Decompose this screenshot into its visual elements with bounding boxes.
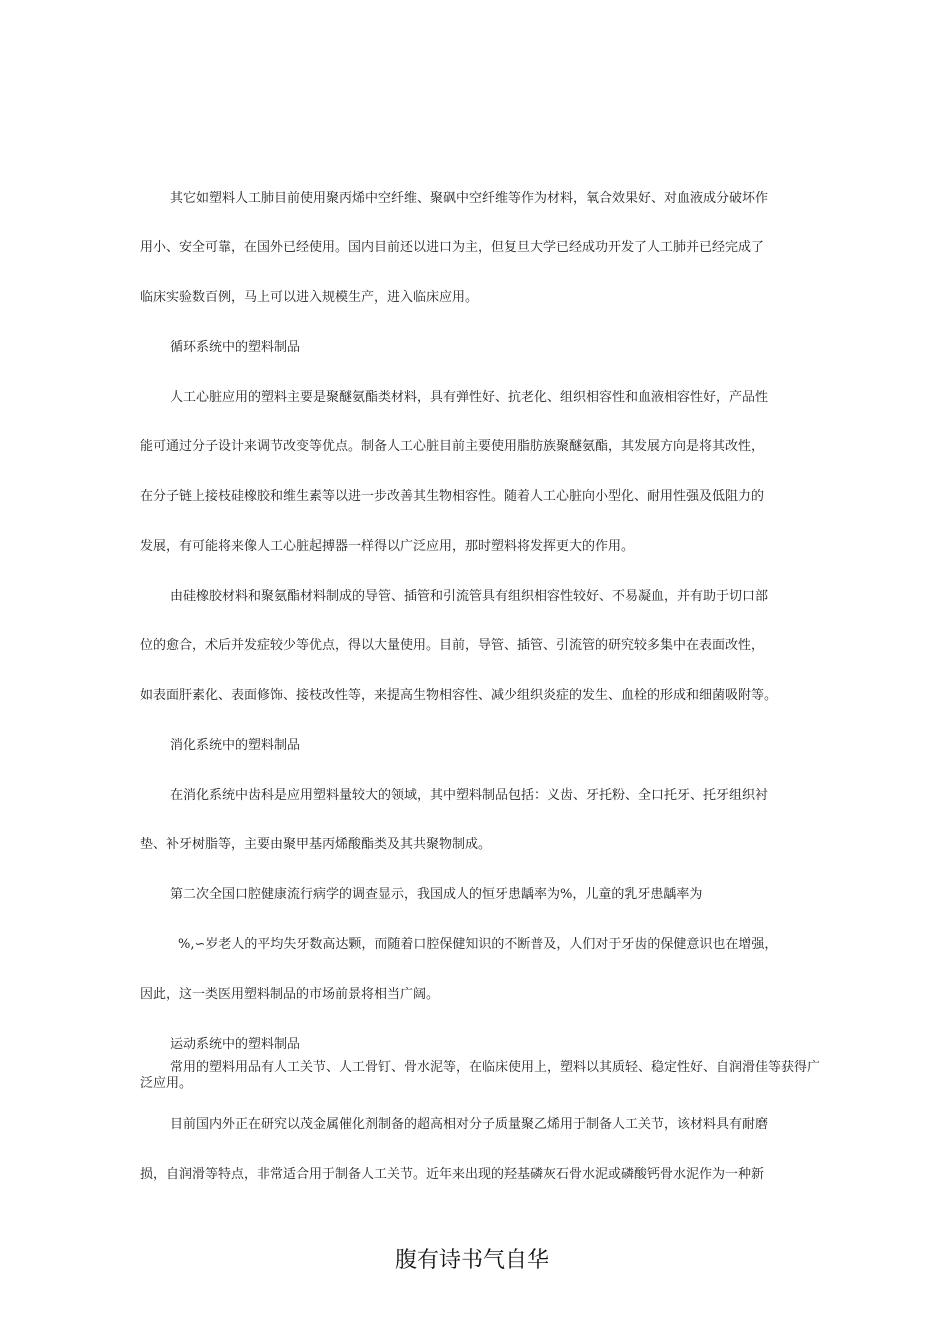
section-heading: 运动系统中的塑料制品 bbox=[170, 1037, 301, 1052]
paragraph-line: 如表面肝素化、表面修饰、接枝改性等，来提高生物相容性、减少组织炎症的发生、血栓的形成和细菌吸附等。 bbox=[140, 688, 778, 703]
paragraph-line: 由硅橡胶材料和聚氨酯材料制成的导管、插管和引流管具有组织相容性较好、不易凝血，并有助于切口部 bbox=[170, 589, 769, 604]
paragraph-line: 第二次全国口腔健康流行病学的调查显示，我国成人的恒牙患龋率为%，儿童的乳牙患龋率为 bbox=[170, 887, 703, 902]
paragraph-line: 损，自润滑等特点，非常适合用于制备人工关节。近年来出现的羟基磷灰石骨水泥或磷酸钙骨水泥作为一种新 bbox=[140, 1167, 765, 1182]
paragraph-line: 其它如塑料人工肺目前使用聚丙烯中空纤维、聚砜中空纤维等作为材料，氧合效果好、对血液成分破坏作 bbox=[170, 191, 769, 206]
paragraph-line: 发展，有可能将来像人工心脏起搏器一样得以广泛应用，那时塑料将发挥更大的作用。 bbox=[140, 539, 635, 554]
paragraph: 常用的塑料用品有人工关节、人工骨钉、骨水泥等，在临床使用上，塑料以其质轻、稳定性好、自润滑佳等获得广泛应用。 bbox=[140, 1060, 821, 1091]
footer-motto: 腹有诗书气自华 bbox=[395, 1248, 550, 1273]
paragraph-line: 位的愈合，术后并发症较少等优点，得以大量使用。目前，导管、插管、引流管的研究较多集中在表面改性， bbox=[140, 638, 765, 653]
paragraph-line: 垫、补牙树脂等，主要由聚甲基丙烯酸酯类及其共聚物制成。 bbox=[140, 837, 492, 852]
paragraph-line: 能可通过分子设计来调节改变等优点。制备人工心脏目前主要使用脂肪族聚醚氨酯，其发展方向是将其改性， bbox=[140, 439, 765, 454]
section-heading: 循环系统中的塑料制品 bbox=[170, 340, 301, 355]
paragraph-line: 在分子链上接枝硅橡胶和维生素等以进一步改善其生物相容性。随着人工心脏向小型化、耐用性强及低阻力的 bbox=[140, 489, 765, 504]
paragraph-line: 目前国内外正在研究以茂金属催化剂制备的超高相对分子质量聚乙烯用于制备人工关节，该材料具有耐磨 bbox=[170, 1117, 769, 1132]
paragraph-line: 用小、安全可靠，在国外已经使用。国内目前还以进口为主，但复旦大学已经成功开发了人工肺并已经完成了 bbox=[140, 240, 765, 255]
section-heading: 消化系统中的塑料制品 bbox=[170, 738, 301, 753]
paragraph-line: 在消化系统中齿科是应用塑料量较大的领域，其中塑料制品包括：义齿、牙托粉、全口托牙、托牙组织衬 bbox=[170, 788, 769, 803]
paragraph-line: %,∽岁老人的平均失牙数高达颗，而随着口腔保健知识的不断普及，人们对于牙齿的保健意识也在增强， bbox=[178, 937, 778, 952]
paragraph-line: 人工心脏应用的塑料主要是聚醚氨酯类材料，具有弹性好、抗老化、组织相容性和血液相容性好，产品性 bbox=[170, 390, 769, 405]
paragraph-line: 临床实验数百例，马上可以进入规模生产，进入临床应用。 bbox=[140, 290, 479, 305]
paragraph-line: 因此，这一类医用塑料制品的市场前景将相当广阔。 bbox=[140, 987, 440, 1002]
